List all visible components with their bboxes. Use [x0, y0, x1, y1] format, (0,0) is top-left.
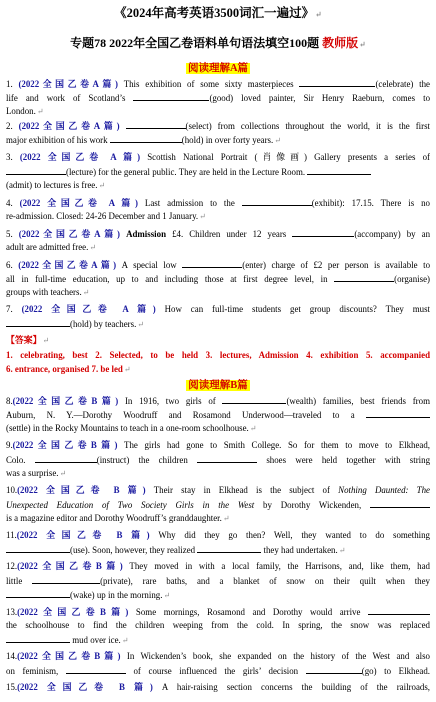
question-15-line: 15.(2022 全国乙卷 B 篇) A hair-raising section concerns the building of the railroads,: [6, 682, 430, 692]
question-5-line: 5. (2022全国乙卷A篇) Admission £4. Children under 12 years (accompany) by an: [6, 229, 431, 239]
answer-blank: [299, 77, 375, 87]
answer-key-line: 6. entrance, organised 7. be led↵: [6, 364, 131, 374]
question-5-line: adult are admitted free.↵: [6, 242, 97, 252]
answer-blank: [307, 165, 371, 175]
question-12-line: little (private), rare baths, and a blanket of snow on their quilt when they: [6, 576, 430, 586]
question-10-line: Unexpected Education of Two Society Girls in the West by Dorothy Wickenden,: [6, 498, 430, 512]
question-11-line: (use). Soon, however, they realized they had undertaken.↵: [6, 543, 430, 557]
answer-heading: 【答案】↵: [6, 335, 50, 345]
question-8-line: 8.(2022全国乙卷B篇) In 1916, two girls of (wealth) families, best friends from: [6, 396, 430, 406]
answer-key-line: 1. celebrating, best 2. Selected, to be held 3. lectures, Admission 4. exhibition 5. accompanied: [6, 350, 430, 360]
question-11-line: 11.(2022 全国乙卷 B 篇) Why did they go then? Well, they wanted to do something: [6, 530, 430, 540]
question-3-line: (admit) to lectures is free.↵: [6, 180, 106, 190]
question-13-line: 13.(2022全国乙卷B篇) Some mornings, Rosamond and Dorothy would arrive: [6, 605, 430, 619]
answer-blank: [35, 453, 97, 463]
answer-blank: [126, 119, 186, 129]
question-6-line: 6. (2022全国乙卷A篇) A special low (enter) charge of £2 per person is available to: [6, 260, 431, 270]
question-4-line: re-admission. Closed: 24-26 December and 1 January.↵: [6, 211, 206, 221]
question-9-line: 9.(2022全国乙卷B篇) The girls had gone to Smith College. So for them to move to Elkhead,: [6, 440, 430, 450]
section-heading-b: 阅读理解B篇: [188, 380, 248, 391]
answer-blank: [306, 664, 362, 674]
answer-blank: [242, 196, 312, 206]
question-6-line: all in full-time education, up to and including those at first degree level, in (organise): [6, 274, 430, 284]
question-7-line: (hold) by teachers.↵: [6, 317, 430, 331]
answer-blank: [182, 258, 242, 268]
question-12-line: (wake) up in the morning.↵: [6, 588, 430, 602]
answer-blank: [66, 664, 126, 674]
answer-blank: [366, 408, 430, 418]
question-2-line: 2. (2022全国乙卷A篇) (select) from collections throughout the world, it is the first: [6, 121, 430, 131]
answer-blank: [6, 633, 70, 643]
question-8-line: Auburn, N. Y.—Dorothy Woodruff and Rosamond Underwood—traveled to a: [6, 408, 430, 422]
answer-blank: [6, 588, 70, 598]
question-1-line: life and work of Scotland’s (good) loved painter, Sir Henry Raeburn, comes to: [6, 93, 431, 103]
question-13-line: mud over ice.↵: [6, 633, 430, 647]
answer-blank: [133, 91, 209, 101]
question-10-line: 10.(2022 全国乙卷 B 篇) Their stay in Elkhead is the subject of Nothing Daunted: The: [6, 485, 430, 495]
answer-blank: [32, 574, 100, 584]
question-7-line: 7. (2022 全国乙卷 A 篇) How can full-time students get group discounts? They must: [6, 304, 430, 314]
question-14-line: on feminism, of course influenced the girls’ decision (go) to Elkhead.: [6, 666, 430, 676]
section-heading-a: 阅读理解A篇: [187, 63, 249, 74]
answer-blank: [368, 605, 430, 615]
answer-blank: [222, 394, 286, 404]
question-3-line: 3. (2022 全国乙卷 A 篇) Scottish National Portrait (肖像画) Gallery presents a series of: [6, 152, 430, 162]
document-subtitle: 专题78 2022年全国乙卷语料单句语法填空100题 教师版↵: [70, 36, 366, 50]
question-6-line: groups with teachers.↵: [6, 287, 90, 297]
answer-blank: [197, 453, 257, 463]
answer-blank: [334, 272, 394, 282]
answer-blank: [370, 498, 430, 508]
question-14-line: 14.(2022全国乙卷B篇) In Wickenden’s book, she expanded on the history of the West and also: [6, 651, 430, 661]
question-2-line: major exhibition of his work (hold) in over forty years.↵: [6, 135, 281, 145]
question-3-line: (lecture) for the general public. They are held in the Lecture Room.: [6, 165, 430, 179]
question-8-line: (settle) in the Rocky Mountains to teach in a one-room schoolhouse.↵: [6, 423, 257, 433]
answer-blank: [6, 317, 70, 327]
question-1-line: 1. (2022全国乙卷A篇) This exhibition of some sixty masterpieces (celebrate) the: [6, 79, 431, 89]
answer-blank: [6, 543, 70, 553]
question-4-line: 4. (2022 全国乙卷 A 篇) Last admission to the (exhibit): 17.15. There is no: [6, 198, 430, 208]
answer-blank: [292, 227, 354, 237]
answer-blank: [6, 165, 66, 175]
question-13-line: the schoolhouse to find the children weeping from the cold. In spring, the snow was replaced: [6, 620, 430, 630]
answer-blank: [110, 133, 182, 143]
document-title: 《2024年高考英语3500词汇一遍过》↵: [114, 6, 322, 20]
question-1-line: London.↵: [6, 106, 44, 116]
question-12-line: 12.(2022全国乙卷B篇) They moved in with a local family, the Harrisons, and, like them, had: [6, 561, 430, 571]
question-9-line: was a surprise.↵: [6, 468, 67, 478]
question-10-line: is a magazine editor and Dorothy Woodruff’s granddaughter.↵: [6, 513, 230, 523]
question-9-line: Colo. (instruct) the children shoes were held together with string: [6, 455, 431, 465]
answer-blank: [197, 543, 261, 553]
